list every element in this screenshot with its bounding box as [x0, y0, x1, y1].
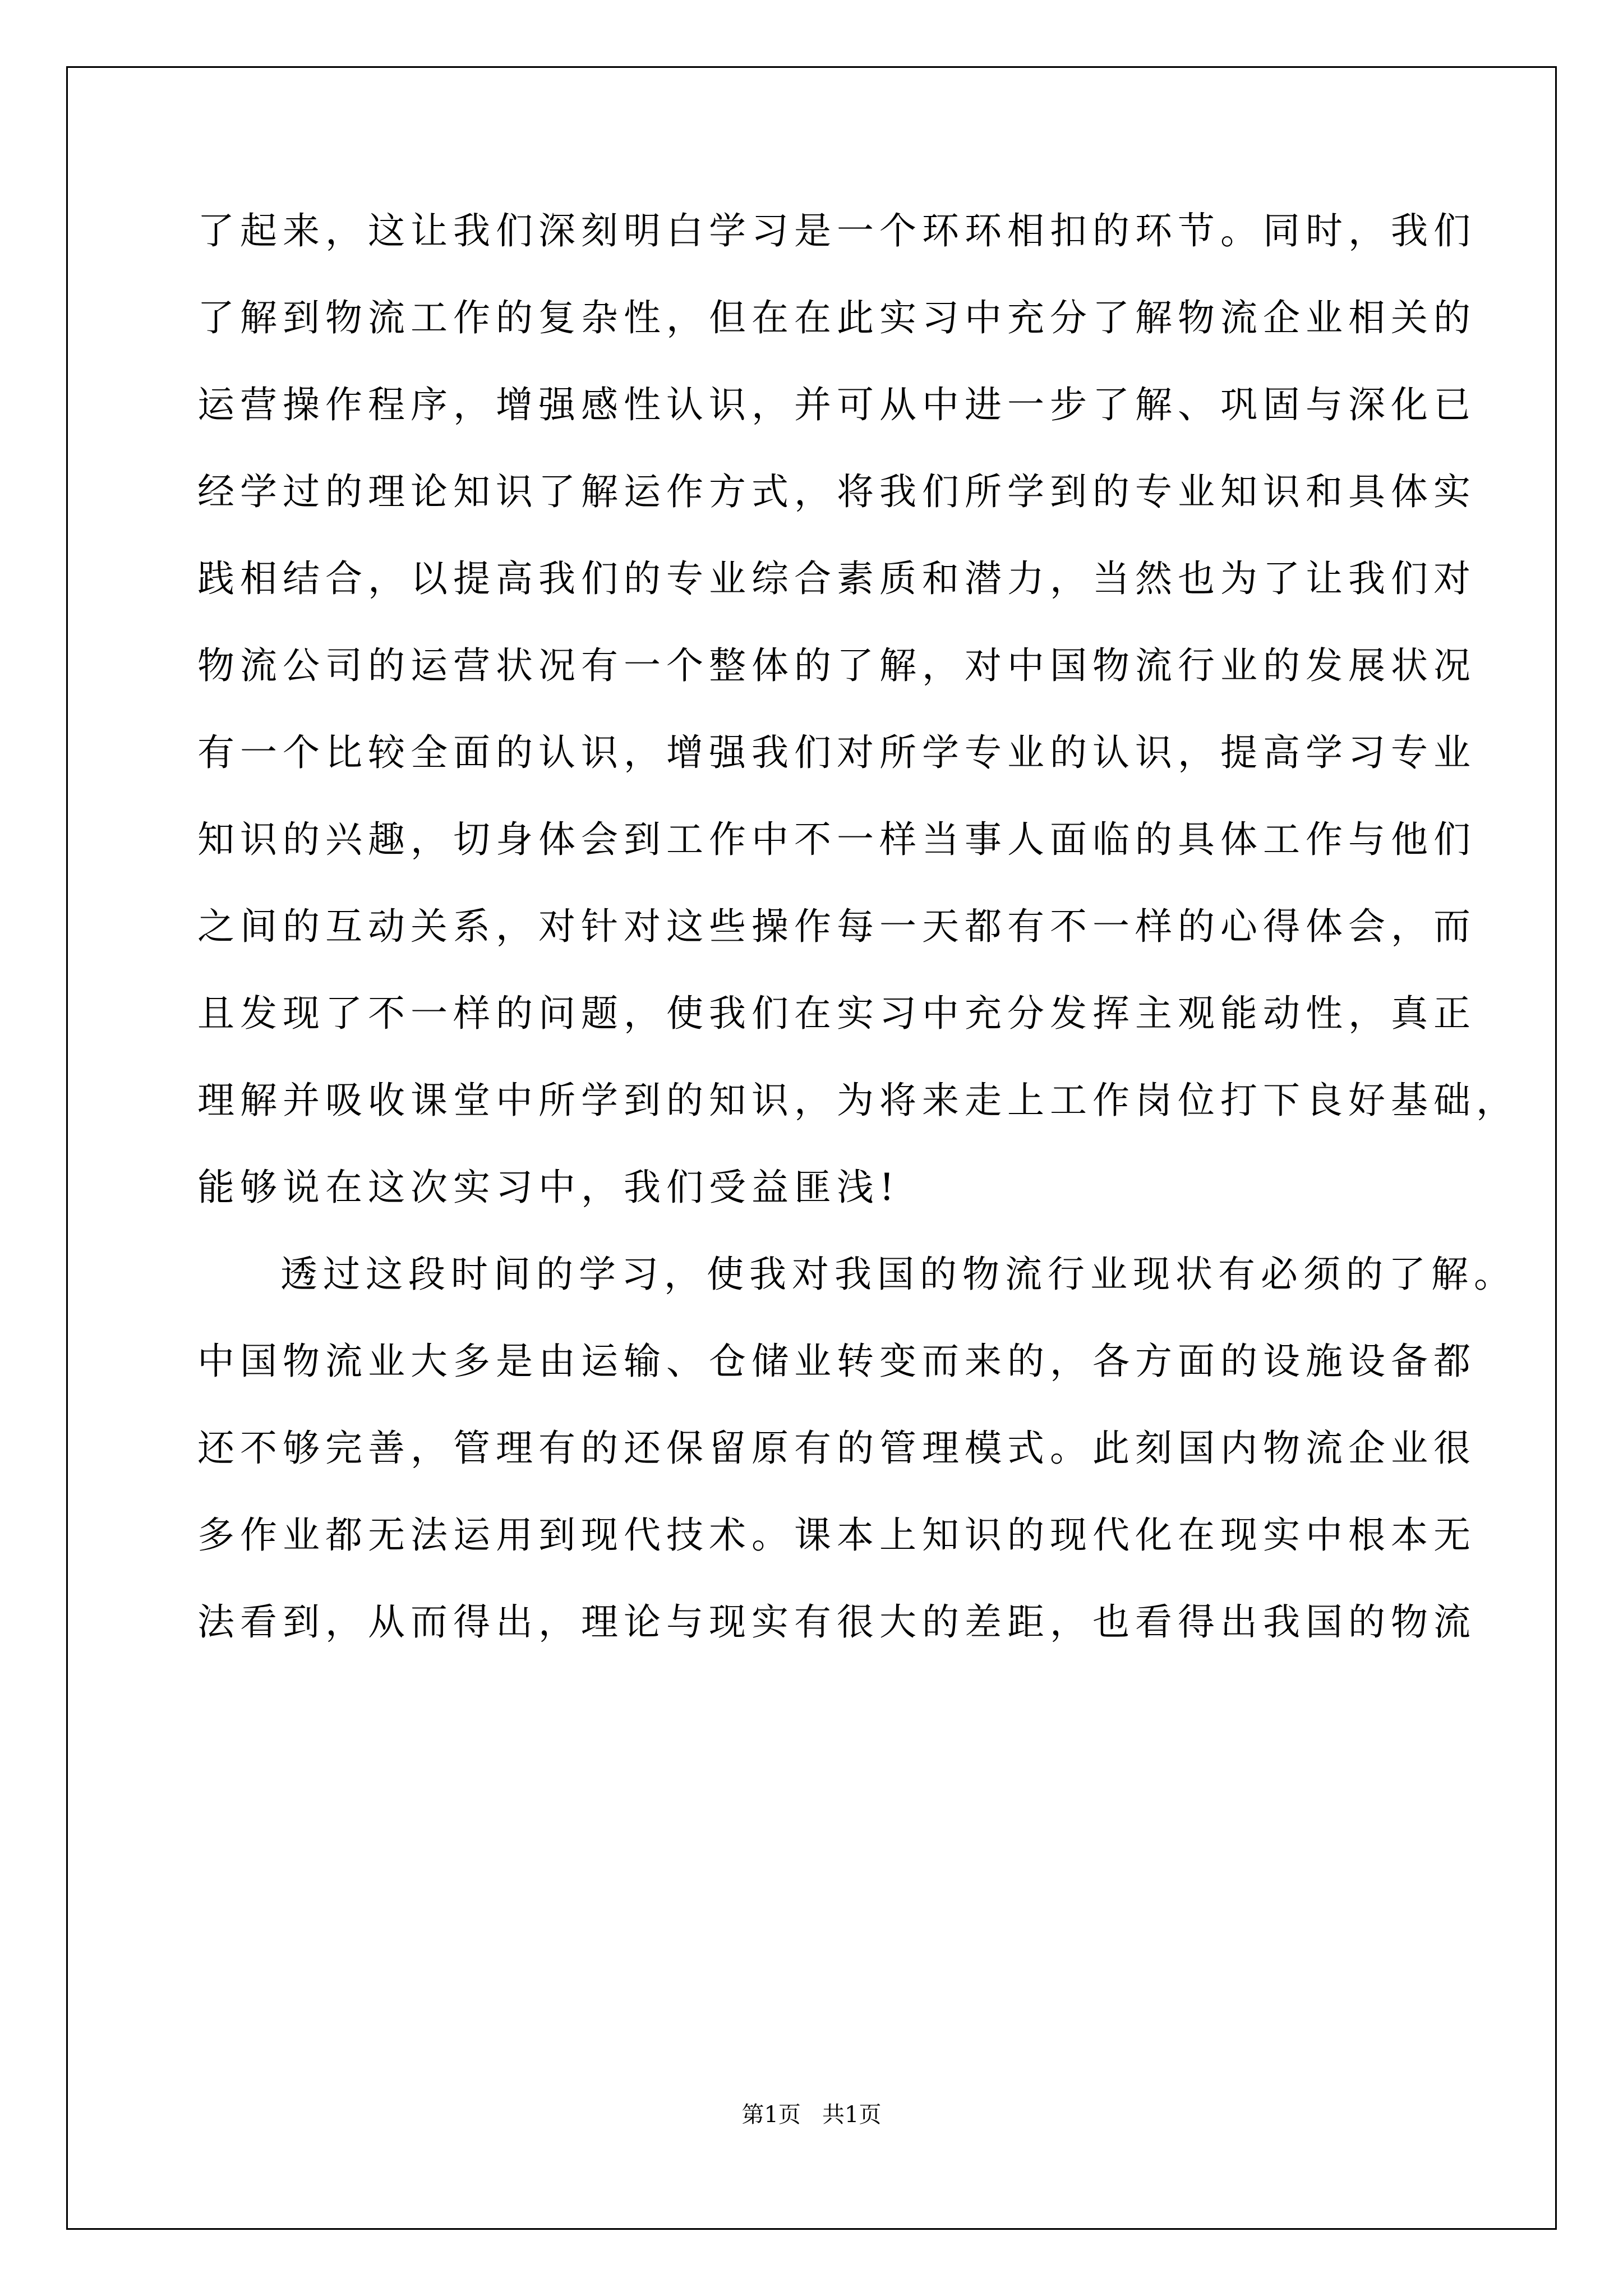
text-line: 还不够完善，管理有的还保留原有的管理模式。此刻国内物流企业很 [197, 1427, 1476, 1470]
text-line: 有一个比较全面的认识，增强我们对所学专业的认识，提高学习专业 [197, 731, 1476, 774]
text-line: 多作业都无法运用到现代技术。课本上知识的现代化在现实中根本无 [197, 1513, 1476, 1557]
text-line: 且发现了不一样的问题，使我们在实习中充分发挥主观能动性，真正 [197, 992, 1476, 1035]
text-line: 了起来，这让我们深刻明白学习是一个环环相扣的环节。同时，我们 [197, 209, 1476, 252]
paragraph-first-line: 透过这段时间的学习，使我对我国的物流行业现状有必须的了解。 [280, 1253, 1516, 1296]
text-line: 能够说在这次实习中，我们受益匪浅! [197, 1166, 900, 1209]
text-line: 法看到，从而得出，理论与现实有很大的差距，也看得出我国的物流 [197, 1600, 1476, 1644]
text-line: 知识的兴趣，切身体会到工作中不一样当事人面临的具体工作与他们 [197, 818, 1476, 861]
text-line: 经学过的理论知识了解运作方式，将我们所学到的专业知识和具体实 [197, 470, 1476, 513]
text-line: 中国物流业大多是由运输、仓储业转变而来的，各方面的设施设备都 [197, 1340, 1476, 1383]
page-footer: 第1页 共1页 [741, 2102, 882, 2128]
text-line: 理解并吸收课堂中所学到的知识，为将来走上工作岗位打下良好基础， [197, 1079, 1519, 1122]
text-line: 之间的互动关系，对针对这些操作每一天都有不一样的心得体会，而 [197, 905, 1476, 948]
text-line: 运营操作程序，增强感性认识，并可从中进一步了解、巩固与深化已 [197, 383, 1476, 426]
text-line: 践相结合，以提高我们的专业综合素质和潜力，当然也为了让我们对 [197, 557, 1476, 600]
text-line: 物流公司的运营状况有一个整体的了解，对中国物流行业的发展状况 [197, 644, 1476, 687]
text-line: 了解到物流工作的复杂性，但在在此实习中充分了解物流企业相关的 [197, 296, 1476, 339]
